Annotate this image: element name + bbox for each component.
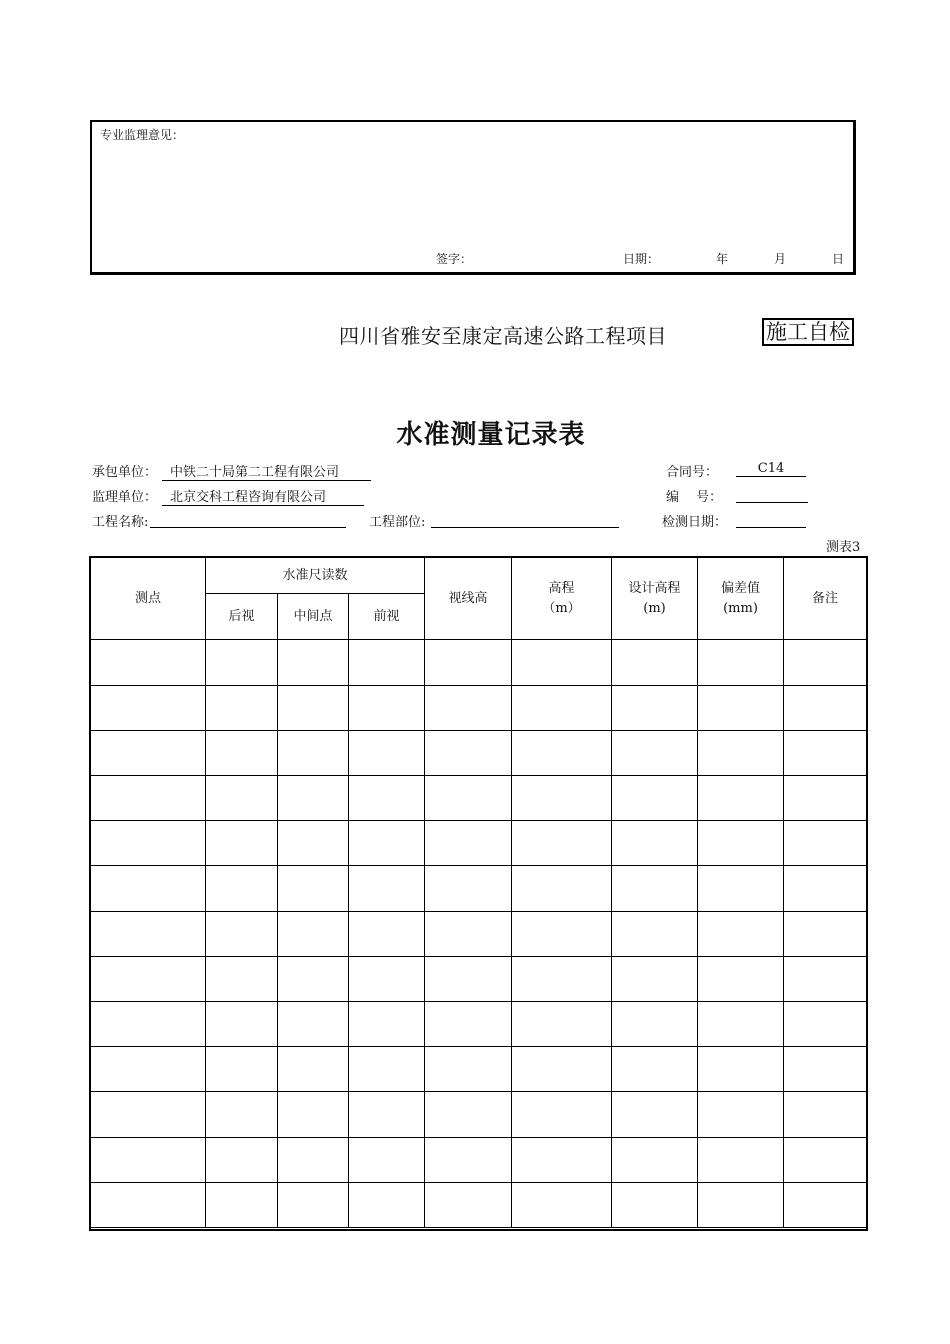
form-title: 水准测量记录表 bbox=[396, 420, 586, 450]
table-cell[interactable] bbox=[206, 640, 278, 685]
table-cell[interactable] bbox=[784, 775, 867, 820]
table-cell[interactable] bbox=[512, 1001, 612, 1046]
table-cell[interactable] bbox=[206, 685, 278, 730]
table-cell[interactable] bbox=[784, 1001, 867, 1046]
header-remarks: 备注 bbox=[784, 558, 867, 640]
header-design-elevation-label: 设计高程 bbox=[628, 580, 681, 596]
table-cell[interactable] bbox=[349, 1001, 425, 1046]
table-row bbox=[91, 956, 867, 1001]
table-cell[interactable] bbox=[349, 1137, 425, 1182]
table-row bbox=[91, 685, 867, 730]
contractor-label: 承包单位： bbox=[92, 465, 158, 480]
contractor-value: 中铁二十局第二工程有限公司 bbox=[162, 461, 371, 481]
table-cell[interactable] bbox=[425, 866, 512, 911]
table-row bbox=[91, 730, 867, 775]
table-cell[interactable] bbox=[425, 640, 512, 685]
table-cell[interactable] bbox=[784, 1137, 867, 1182]
table-cell[interactable] bbox=[698, 685, 784, 730]
header-foresight: 前视 bbox=[349, 594, 425, 640]
table-cell[interactable] bbox=[278, 1182, 349, 1227]
table-cell[interactable] bbox=[206, 1001, 278, 1046]
header-backsight: 后视 bbox=[206, 594, 278, 640]
form-number: 测表3 bbox=[826, 540, 861, 555]
table-cell[interactable] bbox=[206, 730, 278, 775]
table-cell[interactable] bbox=[278, 911, 349, 956]
table-cell[interactable] bbox=[206, 775, 278, 820]
date-label: 日期： bbox=[623, 252, 660, 266]
table-cell[interactable] bbox=[349, 821, 425, 866]
table-cell[interactable] bbox=[206, 911, 278, 956]
table-cell[interactable] bbox=[425, 685, 512, 730]
table-cell[interactable] bbox=[612, 685, 698, 730]
table-cell[interactable] bbox=[278, 1092, 349, 1137]
table-row bbox=[91, 1137, 867, 1182]
header-point: 测点 bbox=[91, 558, 206, 640]
table-cell[interactable] bbox=[698, 1001, 784, 1046]
table-cell[interactable] bbox=[278, 956, 349, 1001]
table-cell[interactable] bbox=[784, 730, 867, 775]
header-elevation bbox=[512, 558, 612, 640]
contract-no-label: 合同号： bbox=[666, 465, 719, 480]
table-row bbox=[91, 911, 867, 956]
table-cell[interactable] bbox=[612, 730, 698, 775]
project-name-field[interactable] bbox=[150, 511, 346, 528]
table-cell[interactable] bbox=[612, 1001, 698, 1046]
table-cell[interactable] bbox=[278, 775, 349, 820]
table-cell[interactable] bbox=[698, 956, 784, 1001]
table-cell[interactable] bbox=[425, 956, 512, 1001]
table-row bbox=[91, 1047, 867, 1092]
supervisor-opinion-label: 专业监理意见： bbox=[100, 128, 185, 142]
header-staff-reading: 水准尺读数 bbox=[206, 558, 425, 594]
header-elevation-unit: （m） bbox=[542, 600, 581, 616]
header-deviation-unit: (mm) bbox=[723, 600, 758, 616]
month-label: 月 bbox=[774, 252, 787, 266]
table-cell[interactable] bbox=[425, 1047, 512, 1092]
table-cell[interactable] bbox=[612, 956, 698, 1001]
contract-no-value: C14 bbox=[736, 461, 806, 477]
table-cell[interactable] bbox=[91, 730, 206, 775]
table-cell[interactable] bbox=[278, 640, 349, 685]
header-design-elevation-unit: (m) bbox=[643, 600, 666, 616]
table-cell[interactable] bbox=[698, 640, 784, 685]
table-cell[interactable] bbox=[698, 1137, 784, 1182]
table-cell[interactable] bbox=[698, 1047, 784, 1092]
table-cell[interactable] bbox=[784, 1047, 867, 1092]
table-row bbox=[91, 775, 867, 820]
table-cell[interactable] bbox=[91, 1001, 206, 1046]
table-cell[interactable] bbox=[784, 685, 867, 730]
table-cell[interactable] bbox=[612, 821, 698, 866]
table-cell[interactable] bbox=[698, 821, 784, 866]
table-cell[interactable] bbox=[425, 1001, 512, 1046]
table-cell[interactable] bbox=[425, 821, 512, 866]
table-cell[interactable] bbox=[349, 1182, 425, 1227]
table-cell[interactable] bbox=[349, 911, 425, 956]
serial-no-label: 编 号： bbox=[666, 490, 723, 505]
table-cell[interactable] bbox=[612, 640, 698, 685]
table-cell[interactable] bbox=[349, 730, 425, 775]
table-cell[interactable] bbox=[512, 911, 612, 956]
table-cell[interactable] bbox=[784, 866, 867, 911]
table-cell[interactable] bbox=[425, 1182, 512, 1227]
table-cell[interactable] bbox=[512, 775, 612, 820]
table-cell[interactable] bbox=[91, 911, 206, 956]
table-cell[interactable] bbox=[512, 866, 612, 911]
table-cell[interactable] bbox=[278, 1001, 349, 1046]
table-cell[interactable] bbox=[206, 1092, 278, 1137]
table-cell[interactable] bbox=[91, 685, 206, 730]
table-row bbox=[91, 1001, 867, 1046]
table-cell[interactable] bbox=[278, 1137, 349, 1182]
serial-no-field[interactable] bbox=[736, 486, 808, 503]
table-cell[interactable] bbox=[612, 1137, 698, 1182]
table-cell[interactable] bbox=[91, 1092, 206, 1137]
table-cell[interactable] bbox=[206, 956, 278, 1001]
header-design-elevation bbox=[612, 558, 698, 640]
table-row bbox=[91, 1182, 867, 1227]
table-cell[interactable] bbox=[278, 1047, 349, 1092]
table-cell[interactable] bbox=[349, 866, 425, 911]
header-elevation-label: 高程 bbox=[548, 580, 575, 596]
table-cell[interactable] bbox=[512, 1182, 612, 1227]
project-part-label: 工程部位: bbox=[369, 515, 426, 530]
table-cell[interactable] bbox=[512, 685, 612, 730]
table-cell[interactable] bbox=[91, 1137, 206, 1182]
header-intermediate: 中间点 bbox=[278, 594, 349, 640]
table-cell[interactable] bbox=[349, 1047, 425, 1092]
table-cell[interactable] bbox=[91, 775, 206, 820]
header-deviation-label: 偏差值 bbox=[721, 580, 761, 596]
table-cell[interactable] bbox=[206, 866, 278, 911]
table-cell[interactable] bbox=[91, 1182, 206, 1227]
supervisor-unit-value: 北京交科工程咨询有限公司 bbox=[162, 486, 364, 506]
table-cell[interactable] bbox=[91, 866, 206, 911]
leveling-record-table bbox=[90, 557, 867, 1228]
table-cell[interactable] bbox=[91, 640, 206, 685]
table-cell[interactable] bbox=[784, 640, 867, 685]
table-cell[interactable] bbox=[784, 911, 867, 956]
table-cell[interactable] bbox=[612, 775, 698, 820]
table-cell[interactable] bbox=[612, 1047, 698, 1092]
table-cell[interactable] bbox=[512, 821, 612, 866]
table-cell[interactable] bbox=[206, 821, 278, 866]
table-cell[interactable] bbox=[698, 730, 784, 775]
header-deviation bbox=[698, 558, 784, 640]
table-cell[interactable] bbox=[512, 1047, 612, 1092]
table-cell[interactable] bbox=[425, 730, 512, 775]
table-row bbox=[91, 866, 867, 911]
table-cell[interactable] bbox=[512, 956, 612, 1001]
table-cell[interactable] bbox=[91, 1047, 206, 1092]
table-cell[interactable] bbox=[349, 775, 425, 820]
table-cell[interactable] bbox=[512, 640, 612, 685]
check-date-field[interactable] bbox=[736, 511, 806, 528]
table-cell[interactable] bbox=[512, 1092, 612, 1137]
table-cell[interactable] bbox=[278, 866, 349, 911]
table-cell[interactable] bbox=[612, 1182, 698, 1227]
table-cell[interactable] bbox=[425, 1092, 512, 1137]
project-name-label: 工程名称: bbox=[92, 515, 149, 530]
table-cell[interactable] bbox=[349, 1092, 425, 1137]
project-part-field[interactable] bbox=[431, 511, 619, 528]
supervisor-opinion-box bbox=[90, 120, 856, 275]
table-cell[interactable] bbox=[784, 1182, 867, 1227]
self-inspection-stamp: 施工自检 bbox=[762, 318, 854, 346]
table-row bbox=[91, 640, 867, 685]
day-label: 日 bbox=[832, 252, 845, 266]
table-cell[interactable] bbox=[612, 911, 698, 956]
table-row bbox=[91, 1092, 867, 1137]
table-cell[interactable] bbox=[349, 956, 425, 1001]
project-title: 四川省雅安至康定高速公路工程项目 bbox=[339, 324, 667, 348]
table-cell[interactable] bbox=[278, 821, 349, 866]
table-cell[interactable] bbox=[425, 911, 512, 956]
header-hi: 视线高 bbox=[425, 558, 512, 640]
table-row bbox=[91, 821, 867, 866]
table-cell[interactable] bbox=[278, 730, 349, 775]
year-label: 年 bbox=[716, 252, 729, 266]
table-cell[interactable] bbox=[698, 1092, 784, 1137]
table-cell[interactable] bbox=[784, 1092, 867, 1137]
table-cell[interactable] bbox=[425, 1137, 512, 1182]
table-cell[interactable] bbox=[612, 1092, 698, 1137]
table-cell[interactable] bbox=[206, 1047, 278, 1092]
table-cell[interactable] bbox=[698, 775, 784, 820]
table-cell[interactable] bbox=[698, 866, 784, 911]
table-cell[interactable] bbox=[784, 956, 867, 1001]
table-cell[interactable] bbox=[349, 685, 425, 730]
table-cell[interactable] bbox=[425, 775, 512, 820]
table-cell[interactable] bbox=[698, 911, 784, 956]
check-date-label: 检测日期： bbox=[662, 515, 728, 530]
table-cell[interactable] bbox=[349, 640, 425, 685]
table-cell[interactable] bbox=[91, 821, 206, 866]
signature-label: 签字： bbox=[436, 252, 473, 266]
table-cell[interactable] bbox=[278, 685, 349, 730]
table-cell[interactable] bbox=[91, 956, 206, 1001]
table-cell[interactable] bbox=[512, 1137, 612, 1182]
table-cell[interactable] bbox=[512, 730, 612, 775]
table-cell[interactable] bbox=[206, 1137, 278, 1182]
table-cell[interactable] bbox=[206, 1182, 278, 1227]
supervisor-unit-label: 监理单位： bbox=[92, 490, 158, 505]
table-cell[interactable] bbox=[698, 1182, 784, 1227]
table-cell[interactable] bbox=[612, 866, 698, 911]
table-cell[interactable] bbox=[784, 821, 867, 866]
